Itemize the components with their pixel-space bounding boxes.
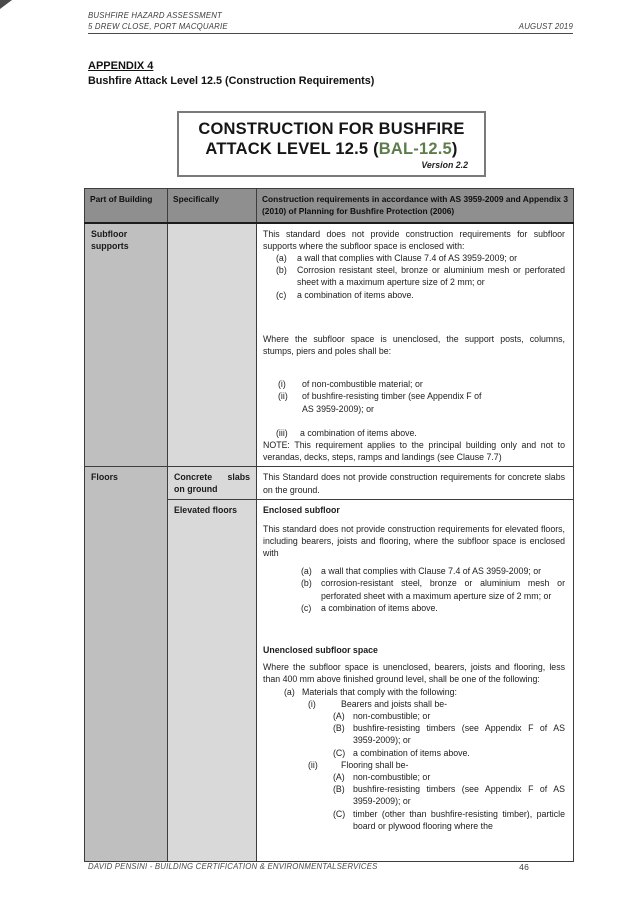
scan-corner-artifact: [0, 0, 12, 9]
title-line-1: CONSTRUCTION FOR BUSHFIRE: [198, 120, 465, 138]
paragraph: Where the subfloor space is unenclosed, the support posts, columns, stumps, piers and poles shall be:: [263, 333, 565, 356]
list-item: [278, 390, 565, 414]
list-marker: (B): [333, 784, 345, 795]
requirements-cell-concrete: This Standard does not provide construction requirements for concrete slabs on the ground.: [257, 467, 574, 500]
running-footer: [88, 862, 573, 872]
list-text: a combination of items above.: [297, 289, 414, 300]
appendix-number: APPENDIX 4: [88, 60, 154, 72]
sublist-bearers: [333, 710, 565, 759]
list-item: [308, 698, 565, 710]
list-marker: (a): [301, 566, 312, 577]
list-item: [333, 808, 565, 832]
list-item: [276, 427, 565, 439]
col-header-specifically: Specifically: [168, 189, 257, 223]
specifically-cell-elevated-floors: Elevated floors: [168, 500, 257, 862]
list-text: a combination of items above.: [300, 427, 417, 438]
sublist-flooring: [333, 771, 565, 832]
table-header-row: [85, 189, 574, 223]
col-header-part-of-building: Part of Building: [85, 189, 168, 223]
list-item: [333, 747, 565, 759]
requirements-cell-elevated: [257, 500, 574, 862]
list-text: a wall that complies with Clause 7.4 of AS 3959-2009; or: [321, 566, 542, 577]
title-line2-suffix: ): [451, 140, 458, 158]
header-date: AUGUST 2019: [518, 22, 573, 31]
list-marker: (a): [284, 686, 295, 697]
list-item: [278, 378, 565, 390]
list-marker: (a): [276, 252, 287, 263]
subheading-enclosed-subfloor: Enclosed subfloor: [263, 505, 340, 516]
list-marker: (ii): [308, 759, 318, 770]
list-marker: (c): [276, 289, 287, 300]
list-a-b-c: [301, 565, 565, 614]
part-cell-floors: Floors: [85, 467, 168, 862]
list-item: [333, 710, 565, 722]
list-marker: (iii): [276, 427, 288, 438]
appendix-subtitle: Bushfire Attack Level 12.5 (Construction Requirements): [88, 75, 375, 87]
list-text: Bearers and joists shall be-: [341, 698, 448, 709]
list-marker: (b): [276, 265, 287, 276]
list-text: timber (other than bushfire-resisting timber), particle board or plywood flooring where the: [353, 808, 565, 831]
list-text-line2: AS 3959-2009); or: [302, 403, 374, 414]
list-text: bushfire-resisting timbers (see Appendix F of AS 3959-2009); or: [353, 784, 565, 807]
specifically-cell-concrete-slabs: Concrete slabs on ground: [168, 467, 257, 500]
version-label: Version 2.2: [421, 160, 468, 170]
list-text: a combination of items above.: [321, 602, 438, 613]
list-marker: (ii): [278, 391, 288, 402]
list-text: a combination of items above.: [353, 747, 470, 758]
appendix-heading: [88, 60, 374, 87]
list-marker: (i): [308, 698, 316, 709]
list-item: [276, 264, 565, 288]
title-box: [177, 111, 486, 177]
list-item: [301, 565, 565, 577]
list-text: Materials that comply with the following:: [302, 686, 457, 697]
list-text: Flooring shall be-: [341, 759, 409, 770]
list-item: [333, 722, 565, 746]
list-item: [284, 686, 565, 698]
running-header: [88, 10, 573, 34]
header-address: 5 DREW CLOSE, PORT MACQUARIE: [88, 22, 228, 31]
subheading-unenclosed-subfloor: Unenclosed subfloor space: [263, 644, 378, 655]
list-text: corrosion-resistant steel, bronze or aluminium mesh or perforated sheet with a maximum aperture size of 2 mm; or: [321, 578, 565, 601]
paragraph: Where the subfloor space is unenclosed, bearers, joists and flooring, less than 400 mm above finished ground level, shall be one of the following:: [263, 662, 565, 685]
header-report-title: BUSHFIRE HAZARD ASSESSMENT: [88, 11, 223, 20]
list-item: [333, 783, 565, 807]
page-number: 46: [519, 862, 529, 872]
paragraph: This standard does not provide construction requirements for elevated floors, including bearers, joists and flooring, where the subfloor space is enclosed with: [263, 523, 565, 558]
note-text: NOTE: This requirement applies to the principal building only and not to verandas, decks, steps, ramps and landings (see Clause 7.7): [263, 439, 565, 463]
list-item: [276, 289, 565, 301]
list-marker: (i): [278, 379, 286, 390]
list-text: a wall that complies with Clause 7.4 of AS 3959-2009; or: [297, 252, 518, 263]
list-text: of non-combustible material; or: [302, 379, 423, 390]
list-item: [308, 759, 565, 771]
list-a-b-c: [276, 252, 565, 301]
list-item: [301, 577, 565, 601]
list-marker: (C): [333, 808, 346, 819]
list-text: non-combustible; or: [353, 772, 431, 782]
table-row-floors-concrete: [85, 467, 574, 500]
list-roman: [278, 378, 565, 415]
list-marker: (C): [333, 747, 346, 758]
table-row-subfloor-supports: [85, 223, 574, 467]
title-line2-prefix: ATTACK LEVEL 12.5 (: [205, 140, 379, 158]
paragraph: This standard does not provide construction requirements for subfloor supports where the subfloor space is enclosed with:: [263, 228, 565, 251]
requirements-cell-subfloor: [257, 223, 574, 467]
running-header-left: [88, 10, 228, 32]
title-line-2: [179, 139, 484, 159]
list-marker: (A): [333, 710, 345, 721]
list-text: [302, 390, 565, 414]
list-marker: (b): [301, 578, 312, 589]
list-marker: (A): [333, 772, 345, 782]
specifically-cell-empty: [168, 223, 257, 467]
footer-author: DAVID PENSINI - BUILDING CERTIFICATION & ENVIRONMENTALSERVICES: [88, 862, 378, 871]
list-item: [276, 252, 565, 264]
list-item: [301, 602, 565, 614]
list-marker: (B): [333, 723, 345, 734]
list-item: [333, 771, 565, 783]
list-text-line1: of bushfire-resisting timber (see Appendix F of: [302, 391, 482, 402]
col-header-requirements: Construction requirements in accordance with AS 3959-2009 and Appendix 3 (2010) of Planning for Bushfire Protection (2006): [257, 189, 574, 223]
list-text: bushfire-resisting timbers (see Appendix F of AS 3959-2009); or: [353, 723, 565, 746]
bal-text: BAL-12.5: [378, 140, 452, 158]
part-cell-subfloor-supports: Subfloor supports: [85, 223, 168, 467]
list-text: non-combustible; or: [353, 710, 431, 721]
construction-requirements-table: [84, 188, 574, 862]
list-marker: (c): [301, 602, 312, 613]
list-text: Corrosion resistant steel, bronze or aluminium mesh or perforated sheet with a maximum aperture size of 2 mm; or: [297, 265, 565, 288]
